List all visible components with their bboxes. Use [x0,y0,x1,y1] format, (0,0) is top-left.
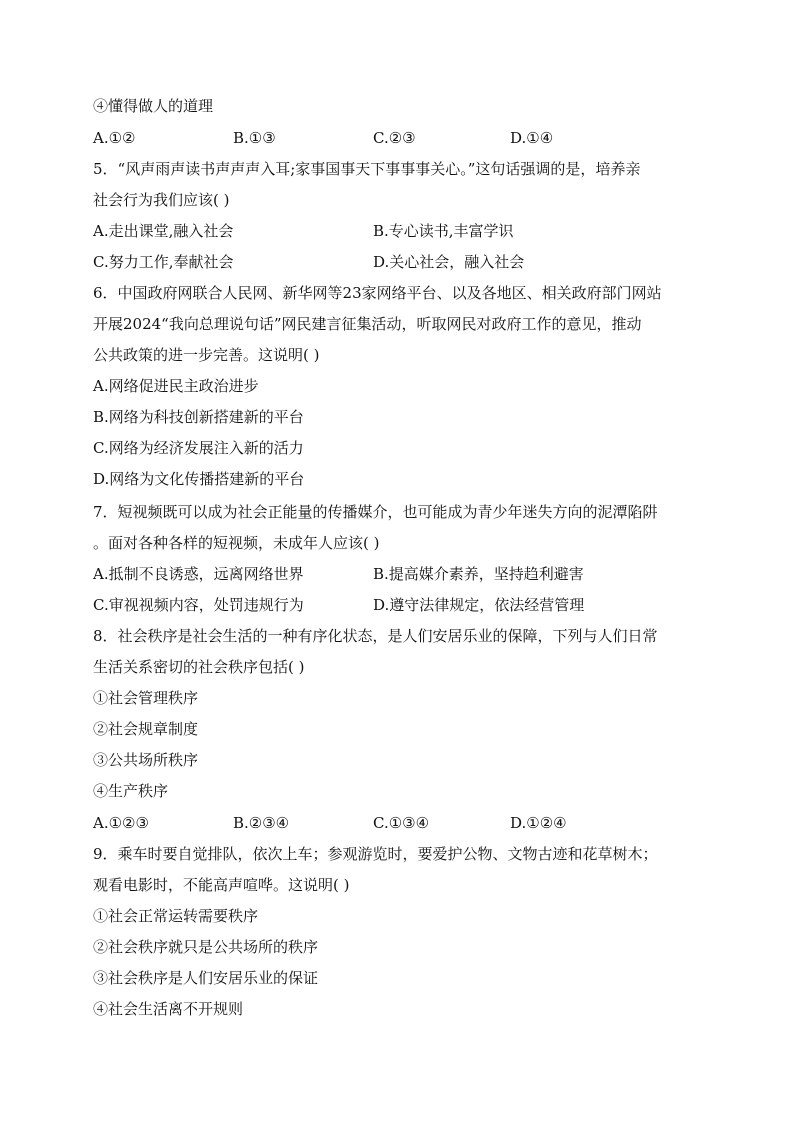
q9-stem-line-1: 9．乘车时要自觉排队，依次上车；参观游览时，要爱护公物、文物古迹和花草树木； [93,845,658,863]
q7-stem-line-2: 。面对各种各样的短视频，未成年人应该( ) [93,534,380,552]
q4-option-a: A.①② [93,129,136,147]
q5-stem-line-2: 社会行为我们应该( ) [93,191,230,209]
q6-option-c: C.网络为经济发展注入新的活力 [93,439,304,457]
q8-item-4: ④生产秩序 [93,782,169,800]
q5-option-c: C.努力工作,奉献社会 [93,253,234,271]
q8-option-a: A.①②③ [93,814,149,832]
q7-options-row-2 [93,595,703,615]
q6-option-d: D.网络为文化传播搭建新的平台 [93,470,305,488]
q5-option-d: D.关心社会，融入社会 [373,253,525,271]
q8-stem-line-1: 8．社会秩序是社会生活的一种有序化状态，是人们安居乐业的保障，下列与人们日常 [93,627,658,645]
q6-stem-line-3: 公共政策的进一步完善。这说明( ) [93,346,320,364]
q9-stem-line-2: 观看电影时，不能高声喧哗。这说明( ) [93,876,350,894]
q8-option-d: D.①②④ [510,814,567,832]
q6-stem-line-2: 开展2024“我向总理说句话”网民建言征集活动，听取网民对政府工作的意见，推动 [93,315,642,333]
q5-options-row-1 [93,221,703,241]
q8-item-3: ③公共场所秩序 [93,751,199,769]
q9-item-1: ①社会正常运转需要秩序 [93,907,259,925]
q5-options-row-2 [93,252,703,272]
q7-option-b: B.提高媒介素养，坚持趋利避害 [373,565,584,583]
q8-options [93,813,703,833]
q4-item-4: ④懂得做人的道理 [93,97,214,115]
q7-option-a: A.抵制不良诱惑，远离网络世界 [93,565,304,583]
q4-options [93,128,703,148]
q8-option-b: B.②③④ [233,814,290,832]
q6-option-a: A.网络促进民主政治进步 [93,377,259,395]
q4-option-c: C.②③ [373,129,416,147]
q7-stem-line-1: 7．短视频既可以成为社会正能量的传播媒介，也可能成为青少年迷失方向的泥潭陷阱 [93,503,658,521]
q9-item-3: ③社会秩序是人们安居乐业的保证 [93,969,319,987]
q8-stem-line-2: 生活关系密切的社会秩序包括( ) [93,658,305,676]
q9-item-2: ②社会秩序就只是公共场所的秩序 [93,938,319,956]
q5-stem-line-1: 5．“风声雨声读书声声声入耳;家事国事天下事事事关心。”这句话强调的是，培养亲 [93,160,641,178]
q9-item-4: ④社会生活离不开规则 [93,1000,244,1018]
q4-option-d: D.①④ [510,129,554,147]
q7-options-row-1 [93,564,703,584]
q8-item-1: ①社会管理秩序 [93,689,199,707]
q5-option-b: B.专心读书,丰富学识 [373,222,514,240]
q5-option-a: A.走出课堂,融入社会 [93,222,234,240]
q4-option-b: B.①③ [233,129,276,147]
q7-option-c: C.审视视频内容，处罚违规行为 [93,596,304,614]
q6-option-b: B.网络为科技创新搭建新的平台 [93,408,304,426]
q7-option-d: D.遵守法律规定，依法经营管理 [373,596,585,614]
q8-item-2: ②社会规章制度 [93,720,199,738]
q8-option-c: C.①③④ [373,814,430,832]
q6-stem-line-1: 6．中国政府网联合人民网、新华网等23家网络平台、以及各地区、相关政府部门网站 [93,284,662,302]
